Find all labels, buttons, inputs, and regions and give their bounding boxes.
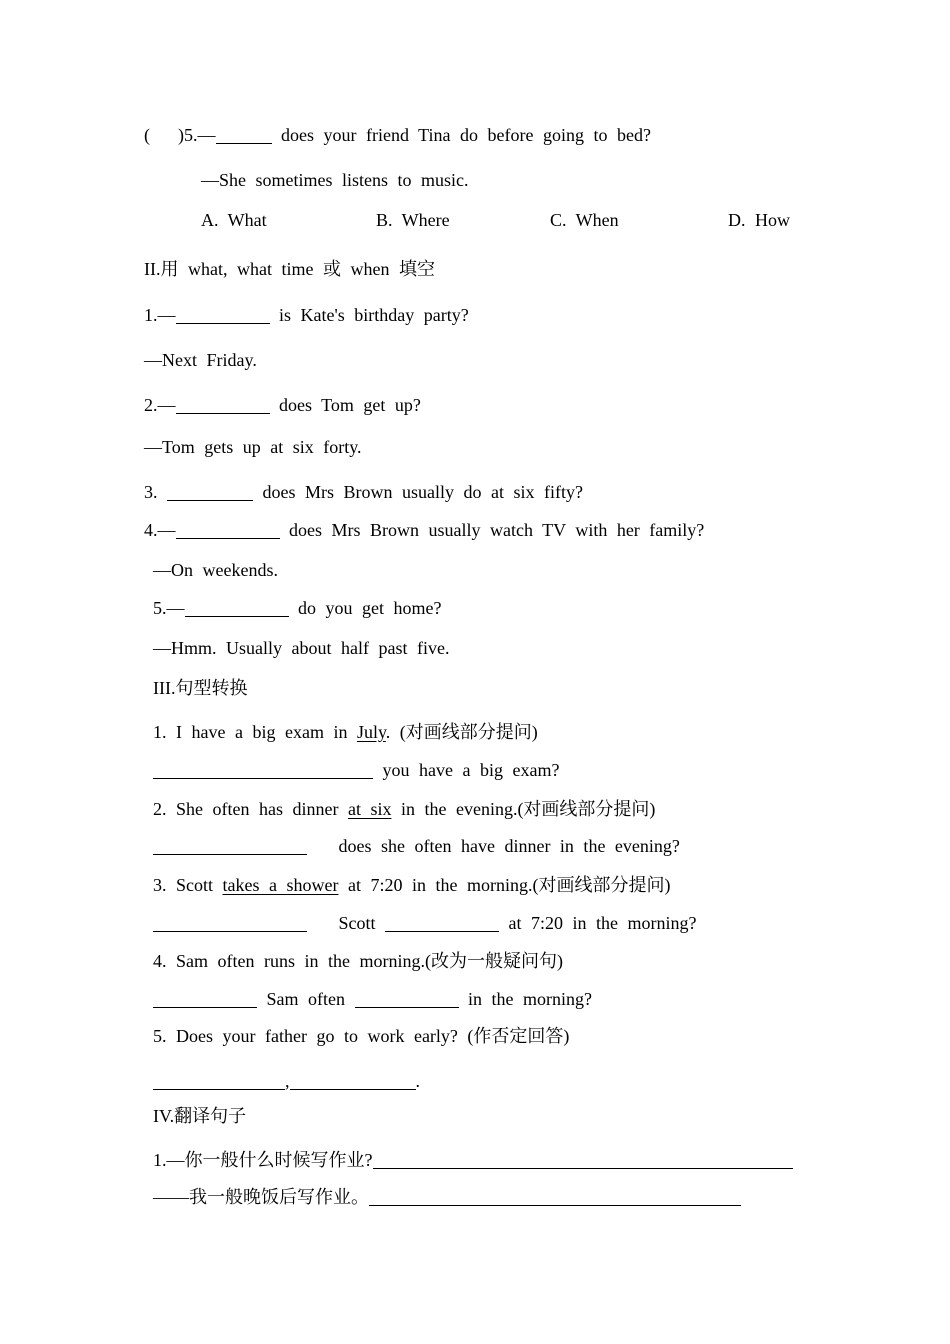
answer-text: Scott xyxy=(338,913,376,933)
question-text: 1. I have a big exam in xyxy=(153,722,348,742)
answer-blank[interactable] xyxy=(176,396,270,414)
transform-answer-2 xyxy=(153,835,680,857)
translate-answer-1 xyxy=(153,1186,741,1208)
transform-answer-5 xyxy=(153,1070,420,1092)
fill-question-5 xyxy=(153,597,441,619)
answer-text: at 7:20 in the morning? xyxy=(508,913,697,933)
answer-blank[interactable] xyxy=(153,990,257,1008)
section-4-title: IV.翻译句子 xyxy=(153,1106,247,1126)
answer-blank[interactable] xyxy=(153,761,373,779)
option-b[interactable]: B. Where xyxy=(376,210,450,230)
answer-blank[interactable] xyxy=(153,914,307,932)
question-instruction: at 7:20 in the morning.(对画线部分提问) xyxy=(347,875,671,895)
question-text: 1.—你一般什么时候写作业? xyxy=(153,1150,373,1170)
answer-text: in the morning? xyxy=(468,989,592,1009)
question-number: )5.— xyxy=(178,125,216,145)
question-text: 3. Scott xyxy=(153,875,214,895)
answer-blank[interactable] xyxy=(355,990,459,1008)
answer-text: Sam often xyxy=(266,989,345,1009)
answer-blank[interactable] xyxy=(185,599,289,617)
transform-answer-3 xyxy=(153,912,696,934)
question-text: does Tom get up? xyxy=(279,395,421,415)
transform-question-1 xyxy=(153,721,538,743)
translate-question-1 xyxy=(153,1149,793,1171)
answer-blank[interactable] xyxy=(176,521,280,539)
mc-question-5 xyxy=(144,124,651,146)
question-number: 4.— xyxy=(144,520,176,540)
question-instruction: . (对画线部分提问) xyxy=(385,722,538,742)
transform-question-2 xyxy=(153,798,655,820)
answer-blank[interactable] xyxy=(216,126,272,144)
transform-question-5: 5. Does your father go to work early? (作否定回答) xyxy=(153,1026,570,1046)
answer-blank[interactable] xyxy=(290,1072,416,1090)
option-c[interactable]: C. When xyxy=(550,210,619,230)
answer-blank[interactable] xyxy=(153,1072,285,1090)
answer-paren-open: ( xyxy=(144,125,150,145)
fill-answer-1: —Next Friday. xyxy=(144,350,257,370)
fill-answer-4: —On weekends. xyxy=(153,560,278,580)
fill-question-3 xyxy=(144,481,583,503)
answer-blank[interactable] xyxy=(369,1188,741,1206)
answer-text: you have a big exam? xyxy=(382,760,560,780)
answer-text: ——我一般晚饭后写作业。 xyxy=(153,1187,369,1207)
question-text: 2. She often has dinner xyxy=(153,799,339,819)
underlined-phrase: July xyxy=(356,722,386,742)
mc-answer-5: —She sometimes listens to music. xyxy=(201,170,469,190)
period: . xyxy=(415,1071,420,1091)
question-text: does Mrs Brown usually do at six fifty? xyxy=(262,482,583,502)
transform-answer-1 xyxy=(153,759,559,781)
underlined-phrase: at six xyxy=(347,799,392,819)
option-a[interactable]: A. What xyxy=(201,210,267,230)
question-text: does your friend Tina do before going to bed? xyxy=(281,125,651,145)
question-text: do you get home? xyxy=(298,598,442,618)
answer-blank[interactable] xyxy=(385,914,499,932)
option-d[interactable]: D. How xyxy=(728,210,790,230)
question-instruction: in the evening.(对画线部分提问) xyxy=(400,799,656,819)
question-text: does Mrs Brown usually watch TV with her family? xyxy=(289,520,705,540)
question-number: 3. xyxy=(144,482,158,502)
answer-blank[interactable] xyxy=(373,1151,793,1169)
answer-blank[interactable] xyxy=(176,306,270,324)
answer-blank[interactable] xyxy=(167,483,253,501)
comma: , xyxy=(285,1071,290,1091)
answer-text: does she often have dinner in the evening? xyxy=(338,836,680,856)
fill-question-1 xyxy=(144,304,469,326)
section-2-title: II.用 what, what time 或 when 填空 xyxy=(144,259,435,279)
fill-answer-5: —Hmm. Usually about half past five. xyxy=(153,638,450,658)
question-number: 2.— xyxy=(144,395,176,415)
transform-question-4: 4. Sam often runs in the morning.(改为一般疑问句) xyxy=(153,951,563,971)
transform-answer-4 xyxy=(153,988,592,1010)
question-number: 1.— xyxy=(144,305,176,325)
fill-question-2 xyxy=(144,394,421,416)
question-text: is Kate's birthday party? xyxy=(279,305,469,325)
fill-question-4 xyxy=(144,519,704,541)
underlined-phrase: takes a shower xyxy=(222,875,339,895)
answer-blank[interactable] xyxy=(153,837,307,855)
question-number: 5.— xyxy=(153,598,185,618)
fill-answer-2: —Tom gets up at six forty. xyxy=(144,437,362,457)
section-3-title: III.句型转换 xyxy=(153,678,248,698)
transform-question-3 xyxy=(153,874,670,896)
